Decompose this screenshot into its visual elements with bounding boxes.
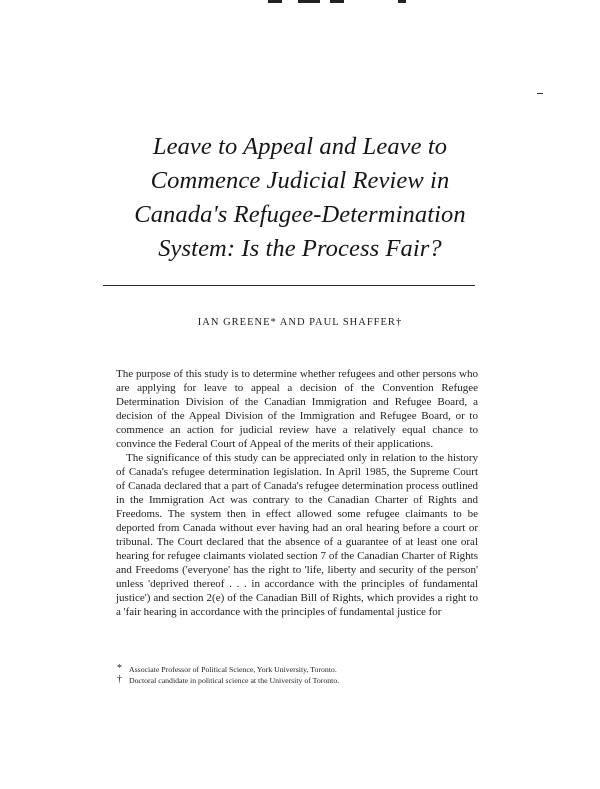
- footnote-text: Associate Professor of Political Science, York University, Toronto.: [129, 665, 337, 674]
- footnote-mark: †: [117, 674, 122, 685]
- top-edge-mark: [298, 0, 320, 3]
- footnote: [116, 675, 478, 686]
- footnotes: [116, 664, 478, 686]
- article-title: [100, 130, 500, 266]
- body-paragraph: The purpose of this study is to determine whether refugees and other persons who are applying for leave to appeal a decision of the Convention Refugee Determination Division of the Canadian Immigration and Refugee Board, a decision of the Appeal Division of the Immigration and Refugee Board, or to commence an action for judicial review have a relatively equal chance to convince the Federal Court of Appeal of the merits of their applications.: [116, 368, 478, 450]
- title-line: Commence Judicial Review in: [150, 167, 450, 194]
- body-paragraph: The significance of this study can be appreciated only in relation to the history of Canada's refugee determination legislation. In April 1985, the Supreme Court of Canada declared that a part of Canada's refugee determination process outlined in the Immigration Act was contrary to the Canadian Charter of Rights and Freedoms. The system then in effect allowed some refugee claimants to be deported from Canada without ever having had an oral hearing before a court or tribunal. The Court declared that the absence of a guarantee of at least one oral hearing for refugee claimants violated section 7 of the Canadian Charter of Rights and Freedoms ('everyone' has the right to 'life, liberty and security of the person' unless 'deprived thereof . . . in accordance with the principles of fundamental justice') and section 2(e) of the Canadian Bill of Rights, which provides a right to a 'fair hearing in accordance with the principles of fundamental justice for: [116, 452, 478, 618]
- footnote-text: Doctoral candidate in political science at the University of Toronto.: [129, 676, 340, 685]
- author-byline: IAN GREENE* AND PAUL SHAFFER†: [197, 317, 403, 328]
- title-divider: [103, 285, 475, 286]
- footnote-mark: *: [117, 663, 122, 674]
- margin-mark: [537, 93, 543, 94]
- top-edge-mark: [330, 0, 344, 3]
- title-line: System: Is the Process Fair?: [158, 235, 442, 262]
- title-line: Canada's Refugee-Determination: [134, 201, 466, 228]
- top-edge-mark: [398, 0, 406, 3]
- top-edge-mark: [268, 0, 282, 3]
- footnote: [116, 664, 478, 675]
- title-line: Leave to Appeal and Leave to: [152, 133, 448, 160]
- article-body: [116, 367, 478, 619]
